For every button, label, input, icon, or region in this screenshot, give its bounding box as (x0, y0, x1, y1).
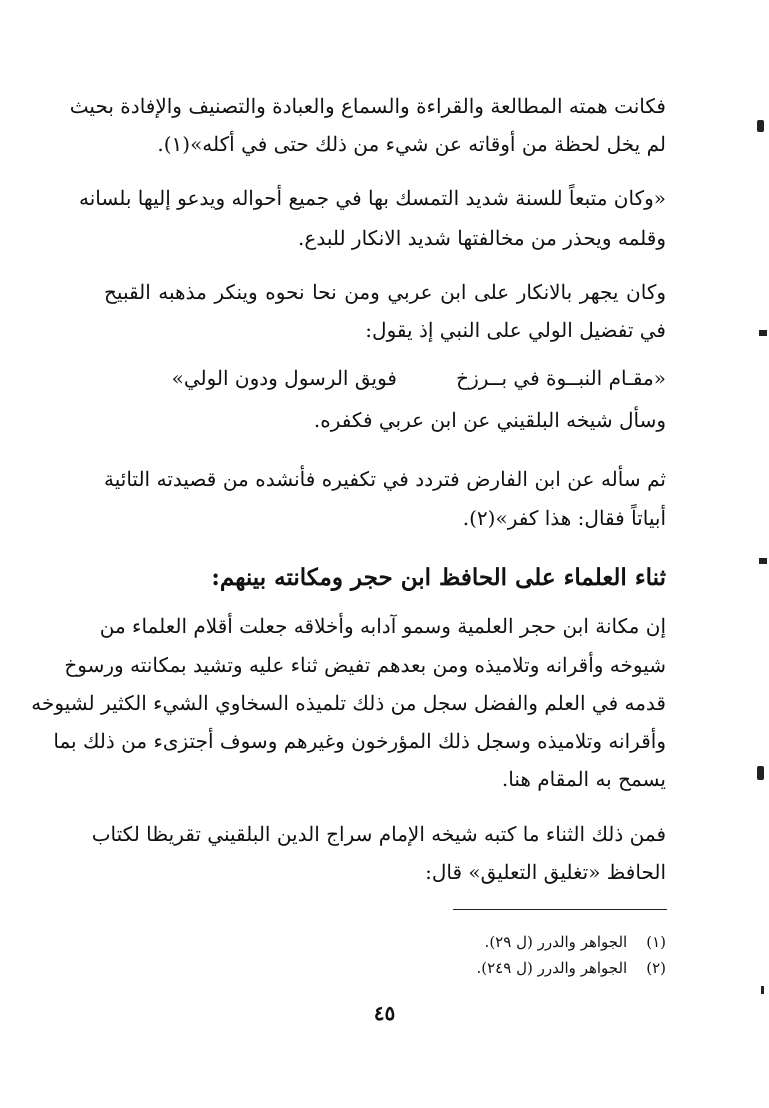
scan-mark (761, 986, 764, 994)
footnote-2 (104, 958, 666, 978)
footnote-2-text: الجواهر والدرر (ل ٢٤٩). (476, 959, 628, 977)
scan-mark (759, 330, 767, 336)
after-verse-line: وسأل شيخه البلقيني عن ابن عربي فكفره. (313, 408, 666, 432)
verse-first-hemistich: «مقـام النبــوة في بــرزخ (456, 366, 666, 390)
scan-mark (759, 558, 767, 564)
scan-mark (757, 766, 764, 780)
paragraph-1-line-2: لم يخل لحظة من أوقاته عن شيء من ذلك حتى في أكله»(١). (157, 132, 666, 156)
paragraph-3-line-1: وكان يجهر بالانكار على ابن عربي ومن نحا نحوه وينكر مذهبه القبيح (104, 280, 666, 304)
footnote-1-text: الجواهر والدرر (ل ٢٩). (484, 933, 628, 951)
paragraph-1-line-1: فكانت همته المطالعة والقراءة والسماع والعبادة والتصنيف والإفادة بحيث (69, 94, 666, 118)
paragraph-praise-line-4: وأقرانه وتلاميذه وسجل ذلك المؤرخون وغيرهم وسوف أجتزىء من ذلك بما (53, 729, 666, 753)
paragraph-last-line-2: الحافظ «تغليق التعليق» قال: (425, 860, 666, 884)
scan-mark (757, 120, 764, 132)
paragraph-2-line-1: «وكان متبعاً للسنة شديد التمسك بها في جميع أحواله ويدعو إليها بلسانه (79, 186, 666, 210)
footnote-1-number: (١) (646, 933, 666, 951)
page-number: ٤٥ (373, 1001, 396, 1025)
paragraph-farid-line-2: أبياتاً فقال: هذا كفر»(٢). (462, 506, 666, 530)
paragraph-3-line-2: في تفضيل الولي على النبي إذ يقول: (365, 318, 666, 342)
paragraph-farid-line-1: ثم سأله عن ابن الفارض فتردد في تكفيره فأنشده من قصيدته التائية (104, 467, 666, 491)
verse-second-hemistich: فويق الرسول ودون الولي» (171, 366, 397, 390)
paragraph-praise-line-3: قدمه في العلم والفضل سجل من ذلك تلميذه السخاوي الشيء الكثير لشيوخه (31, 691, 666, 715)
paragraph-praise-line-2: شيوخه وأقرانه وتلاميذه ومن بعدهم تفيض ثناء عليه وتشيد بمكانته ورسوخ (64, 653, 666, 677)
paragraph-2-line-2: وقلمه ويحذر من مخالفتها شديد الانكار للبدع. (298, 226, 666, 250)
footnote-2-number: (٢) (646, 959, 666, 977)
paragraph-praise-line-5: يسمح به المقام هنا. (501, 767, 666, 791)
footnote-rule (453, 909, 667, 910)
paragraph-praise-line-1: إن مكانة ابن حجر العلمية وسمو آدابه وأخلاقه جعلت أقلام العلماء من (99, 614, 666, 638)
paragraph-last-line-1: فمن ذلك الثناء ما كتبه شيخه الإمام سراج الدين البلقيني تقريظا لكتاب (91, 822, 666, 846)
section-heading: ثناء العلماء على الحافظ ابن حجر ومكانته بينهم: (211, 564, 666, 591)
footnote-1 (104, 932, 666, 952)
